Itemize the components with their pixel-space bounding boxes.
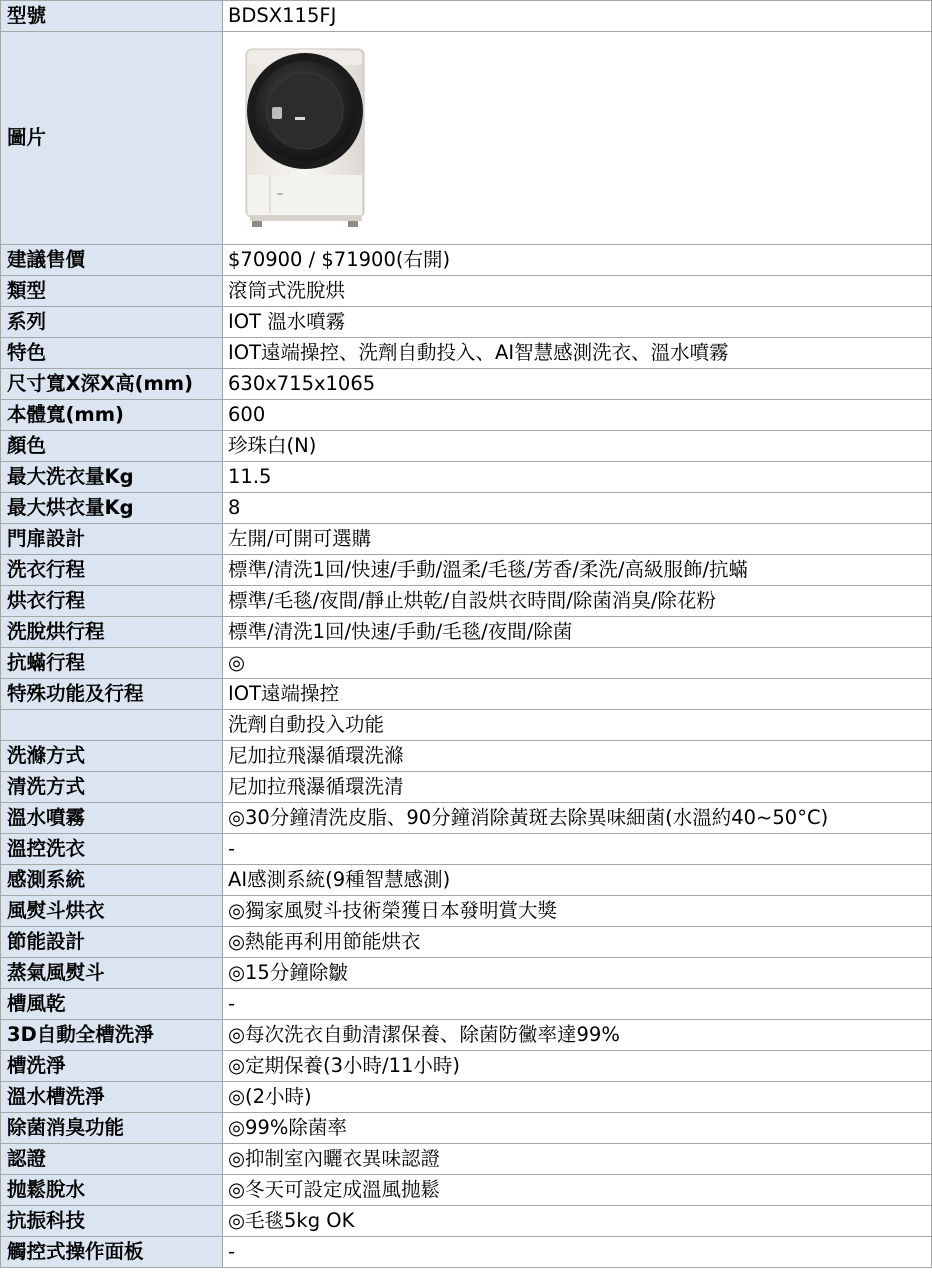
spec-label: 類型 — [1, 276, 223, 307]
spec-label: 顏色 — [1, 431, 223, 462]
spec-value: ◎抑制室內曬衣異味認證 — [223, 1144, 932, 1175]
spec-value: IOT遠端操控 — [223, 679, 932, 710]
spec-row — [1, 400, 932, 431]
spec-row-image — [1, 32, 932, 245]
spec-label: 烘衣行程 — [1, 586, 223, 617]
spec-label: 認證 — [1, 1144, 223, 1175]
spec-row — [1, 1082, 932, 1113]
spec-value: ◎獨家風熨斗技術榮獲日本發明賞大獎 — [223, 896, 932, 927]
spec-value: ◎ — [223, 648, 932, 679]
spec-value: ◎15分鐘除皺 — [223, 958, 932, 989]
spec-value: - — [223, 989, 932, 1020]
spec-label: 洗滌方式 — [1, 741, 223, 772]
spec-value: ◎30分鐘清洗皮脂、90分鐘消除黃斑去除異味細菌(水溫約40~50°C) — [223, 803, 932, 834]
spec-row — [1, 865, 932, 896]
spec-label: 圖片 — [1, 32, 223, 245]
spec-value: 600 — [223, 400, 932, 431]
spec-label: 系列 — [1, 307, 223, 338]
spec-row — [1, 462, 932, 493]
spec-label: 特殊功能及行程 — [1, 679, 223, 710]
spec-label: 型號 — [1, 1, 223, 32]
spec-row — [1, 1113, 932, 1144]
spec-value: 尼加拉飛瀑循環洗滌 — [223, 741, 932, 772]
spec-value: 尼加拉飛瀑循環洗清 — [223, 772, 932, 803]
spec-row — [1, 989, 932, 1020]
product-image — [242, 43, 370, 233]
spec-row — [1, 648, 932, 679]
spec-value: 標準/毛毯/夜間/靜止烘乾/自設烘衣時間/除菌消臭/除花粉 — [223, 586, 932, 617]
spec-label: 抗蟎行程 — [1, 648, 223, 679]
spec-label: 觸控式操作面板 — [1, 1237, 223, 1268]
spec-value: ◎熱能再利用節能烘衣 — [223, 927, 932, 958]
spec-row — [1, 1144, 932, 1175]
spec-label: 最大洗衣量Kg — [1, 462, 223, 493]
spec-row — [1, 338, 932, 369]
spec-value: 8 — [223, 493, 932, 524]
spec-row — [1, 524, 932, 555]
spec-label: 抛鬆脫水 — [1, 1175, 223, 1206]
spec-label: 門扉設計 — [1, 524, 223, 555]
spec-label: 感測系統 — [1, 865, 223, 896]
spec-label: 溫水噴霧 — [1, 803, 223, 834]
spec-row — [1, 896, 932, 927]
spec-label: 溫控洗衣 — [1, 834, 223, 865]
spec-value: ◎毛毯5kg OK — [223, 1206, 932, 1237]
spec-label: 洗衣行程 — [1, 555, 223, 586]
spec-value: 標準/清洗1回/快速/手動/毛毯/夜間/除菌 — [223, 617, 932, 648]
spec-value: 滾筒式洗脫烘 — [223, 276, 932, 307]
spec-value: ◎冬天可設定成溫風抛鬆 — [223, 1175, 932, 1206]
spec-value: 珍珠白(N) — [223, 431, 932, 462]
spec-label: 清洗方式 — [1, 772, 223, 803]
spec-row — [1, 369, 932, 400]
spec-label: 蒸氣風熨斗 — [1, 958, 223, 989]
spec-label: 風熨斗烘衣 — [1, 896, 223, 927]
spec-label: 抗振科技 — [1, 1206, 223, 1237]
spec-label: 槽洗淨 — [1, 1051, 223, 1082]
spec-row — [1, 741, 932, 772]
spec-row — [1, 245, 932, 276]
spec-row — [1, 710, 932, 741]
spec-label: 3D自動全槽洗淨 — [1, 1020, 223, 1051]
spec-row — [1, 772, 932, 803]
spec-label — [1, 710, 223, 741]
spec-label: 建議售價 — [1, 245, 223, 276]
spec-value: ◎(2小時) — [223, 1082, 932, 1113]
spec-row — [1, 958, 932, 989]
spec-value: $70900 / $71900(右開) — [223, 245, 932, 276]
spec-row — [1, 1237, 932, 1268]
spec-label: 特色 — [1, 338, 223, 369]
spec-label: 本體寬(mm) — [1, 400, 223, 431]
spec-row — [1, 431, 932, 462]
spec-value: ◎每次洗衣自動清潔保養、除菌防黴率達99% — [223, 1020, 932, 1051]
spec-label: 槽風乾 — [1, 989, 223, 1020]
spec-label: 節能設計 — [1, 927, 223, 958]
spec-row — [1, 493, 932, 524]
spec-row — [1, 555, 932, 586]
spec-value: 洗劑自動投入功能 — [223, 710, 932, 741]
spec-value: - — [223, 834, 932, 865]
spec-value: AI感測系統(9種智慧感測) — [223, 865, 932, 896]
spec-value: ◎定期保養(3小時/11小時) — [223, 1051, 932, 1082]
spec-value: 標準/清洗1回/快速/手動/溫柔/毛毯/芳香/柔洗/高級服飾/抗蟎 — [223, 555, 932, 586]
spec-row — [1, 834, 932, 865]
spec-label: 洗脫烘行程 — [1, 617, 223, 648]
spec-row — [1, 927, 932, 958]
spec-row — [1, 276, 932, 307]
spec-value: IOT 溫水噴霧 — [223, 307, 932, 338]
spec-row — [1, 1206, 932, 1237]
spec-row-model — [1, 1, 932, 32]
spec-value: 630x715x1065 — [223, 369, 932, 400]
spec-row — [1, 307, 932, 338]
spec-value: - — [223, 1237, 932, 1268]
product-image-cell — [223, 32, 932, 245]
spec-label: 溫水槽洗淨 — [1, 1082, 223, 1113]
spec-label: 最大烘衣量Kg — [1, 493, 223, 524]
spec-value: IOT遠端操控、洗劑自動投入、AI智慧感測洗衣、溫水噴霧 — [223, 338, 932, 369]
spec-row — [1, 1051, 932, 1082]
spec-value: BDSX115FJ — [223, 1, 932, 32]
spec-row — [1, 617, 932, 648]
spec-value: 11.5 — [223, 462, 932, 493]
spec-row — [1, 1020, 932, 1051]
spec-label: 除菌消臭功能 — [1, 1113, 223, 1144]
spec-table-body — [1, 1, 932, 1268]
spec-row — [1, 586, 932, 617]
spec-value: ◎99%除菌率 — [223, 1113, 932, 1144]
spec-row — [1, 679, 932, 710]
spec-label: 尺寸寬X深X高(mm) — [1, 369, 223, 400]
spec-row — [1, 803, 932, 834]
spec-row — [1, 1175, 932, 1206]
spec-value: 左開/可開可選購 — [223, 524, 932, 555]
